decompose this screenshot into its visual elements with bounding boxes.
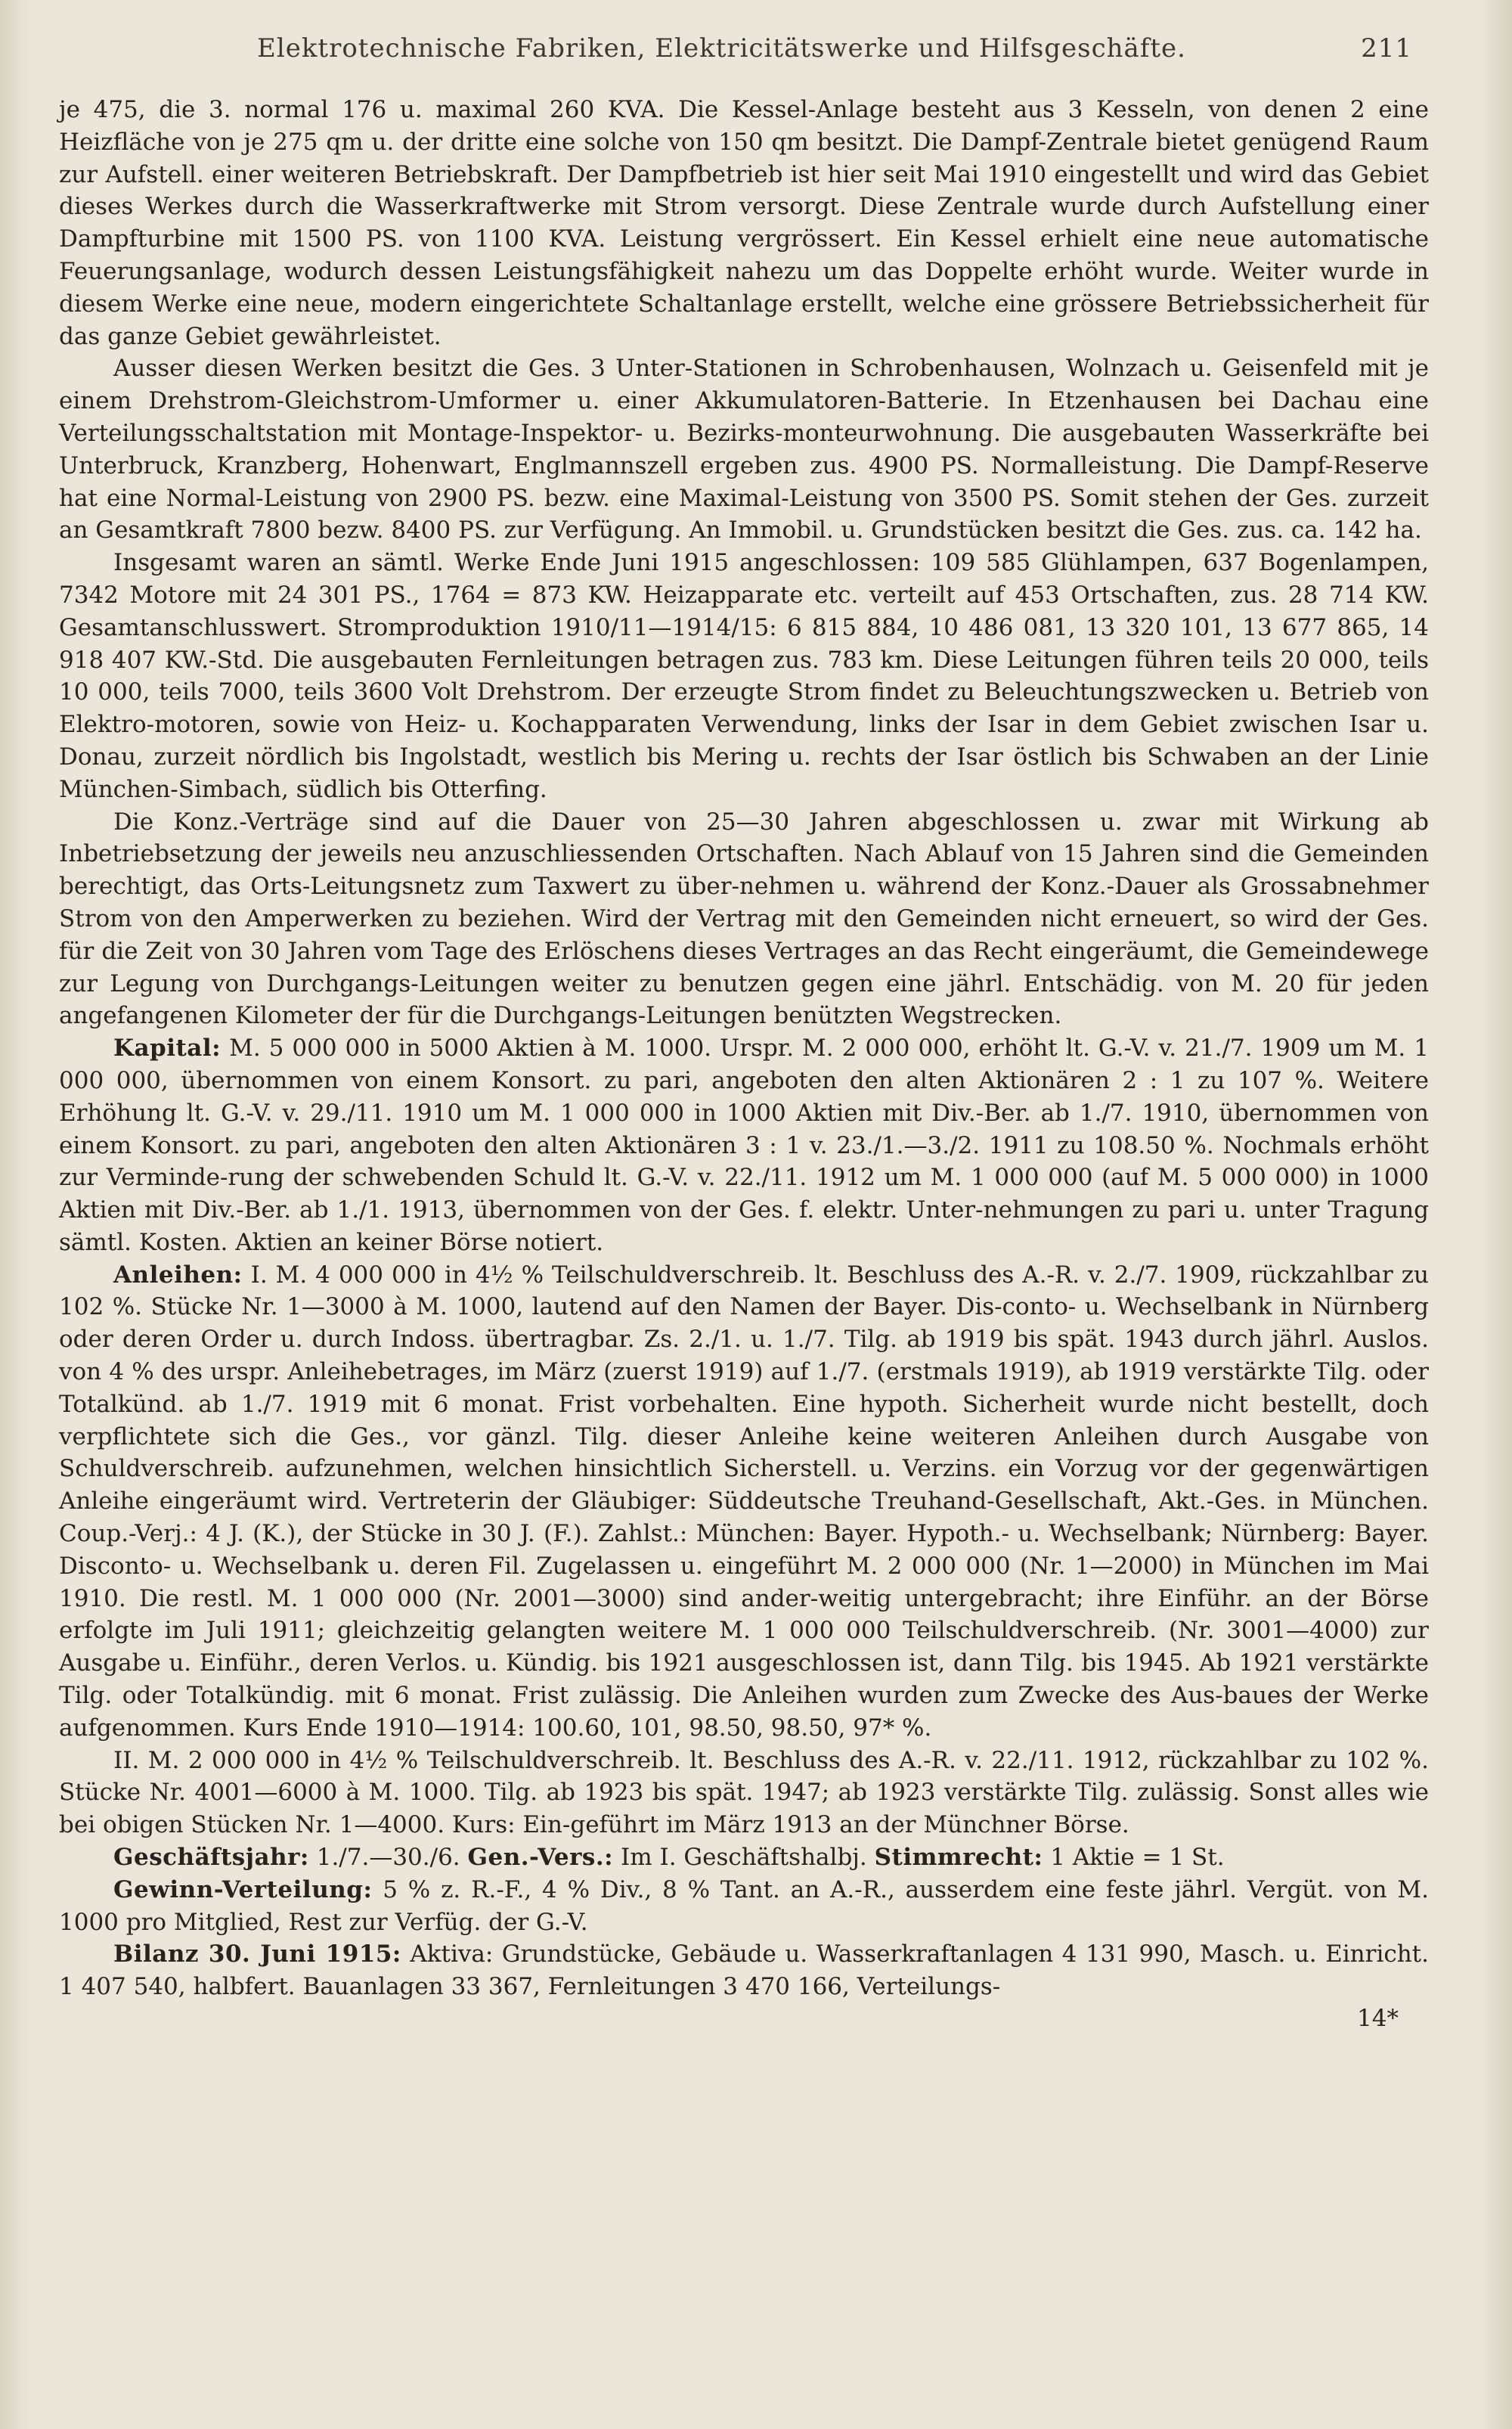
paragraph-geschaeftsjahr [59, 1841, 1429, 1874]
body-text [59, 94, 1429, 2003]
gen-vers-label: Gen.-Vers.: [467, 1844, 614, 1872]
running-head [59, 33, 1429, 94]
kapital-text: M. 5 000 000 in 5000 Aktien à M. 1000. Urspr. M. 2 000 000, erhöht lt. G.-V. v. 21./7. 1909 um M. 1 000 000, übernommen von einem Konsort. zu pari, angeboten den alten Aktionären 2 : 1 zu 107 %. Weitere Erhöhung lt. G.-V. v. 29./11. 1910 um M. 1 000 000 in 1000 Aktien mit Div.-Ber. ab 1./7. 1910, übernommen von einem Konsort. zu pari, angeboten den alten Aktionären 3 : 1 v. 23./1.—3./2. 1911 zu 108.50 %. Nochmals erhöht zur Verminde-rung der schwebenden Schuld lt. G.-V. v. 22./11. 1912 um M. 1 000 000 (auf M. 5 000 000) in 1000 Aktien mit Div.-Ber. ab 1./1. 1913, übernommen von der Ges. f. elektr. Unter-nehmungen zu pari u. unter Tragung sämtl. Kosten. Aktien an keiner Börse notiert. [59, 1035, 1429, 1256]
anleihen-text: I. M. 4 000 000 in 4½ % Teilschuldverschreib. lt. Beschluss des A.-R. v. 2./7. 1909, rückzahlbar zu 102 %. Stücke Nr. 1—3000 à M. 1000, lautend auf den Namen der Bayer. Dis-conto- u. Wechselbank in Nürnberg oder deren Order u. durch Indoss. übertragbar. Zs. 2./1. u. 1./7. Tilg. ab 1919 bis spät. 1943 durch jährl. Auslos. von 4 % des urspr. Anleihebetrages, im März (zuerst 1919) auf 1./7. (erstmals 1919), ab 1919 verstärkte Tilg. oder Totalkünd. ab 1./7. 1919 mit 6 monat. Frist vorbehalten. Eine hypoth. Sicherheit wurde nicht bestellt, doch verpflichtete sich die Ges., vor gänzl. Tilg. dieser Anleihe keine weiteren Anleihen durch Ausgabe von Schuldverschreib. aufzunehmen, welchen hinsichtlich Sicherstell. u. Verzins. ein Vorzug vor der gegenwärtigen Anleihe eingeräumt wird. Vertreterin der Gläubiger: Süddeutsche Treuhand-Gesellschaft, Akt.-Ges. in München. Coup.-Verj.: 4 J. (K.), der Stücke in 30 J. (F.). Zahlst.: München: Bayer. Hypoth.- u. Wechselbank; Nürnberg: Bayer. Disconto- u. Wechselbank u. deren Fil. Zugelassen u. eingeführt M. 2 000 000 (Nr. 1—2000) in München im Mai 1910. Die restl. M. 1 000 000 (Nr. 2001—3000) sind ander-weitig untergebracht; ihre Einführ. an der Börse erfolgte im Juli 1911; gleichzeitig gelangten weitere M. 1 000 000 Teilschuldverschreib. (Nr. 3001—4000) zur Ausgabe u. Einführ., deren Verlos. u. Kündig. bis 1921 ausgeschlossen ist, dann Tilg. bis 1945. Ab 1921 verstärkte Tilg. oder Totalkündig. mit 6 monat. Frist zulässig. Die Anleihen wurden zum Zwecke des Aus-baues der Werke aufgenommen. Kurs Ende 1910—1914: 100.60, 101, 98.50, 98.50, 97* %. [59, 1261, 1429, 1742]
gewinn-verteilung-text: 5 % z. R.-F., 4 % Div., 8 % Tant. an A.-R., ausserdem eine feste jährl. Vergüt. von M. 1000 pro Mitglied, Rest zur Verfüg. der G.-V. [59, 1875, 1429, 1936]
anleihen-label: Anleihen: [113, 1261, 243, 1289]
paragraph-power-plant: je 475, die 3. normal 176 u. maximal 260 KVA. Die Kessel-Anlage besteht aus 3 Kesseln, von denen 2 eine Heizfläche von je 275 qm u. der dritte eine solche von 150 qm besitzt. Die Dampf-Zentrale bietet genügend Raum zur Aufstell. einer weiteren Betriebskraft. Der Dampfbetrieb ist hier seit Mai 1910 eingestellt und wird das Gebiet dieses Werkes durch die Wasserkraftwerke mit Strom versorgt. Diese Zentrale wurde durch Aufstellung einer Dampfturbine mit 1500 PS. von 1100 KVA. Leistung vergrössert. Ein Kessel erhielt eine neue automatische Feuerungsanlage, wodurch dessen Leistungsfähigkeit nahezu um das Doppelte erhöht wurde. Weiter wurde in diesem Werke eine neue, modern eingerichtete Schaltanlage erstellt, welche eine grössere Betriebssicherheit für das ganze Gebiet gewährleistet. [59, 96, 1429, 350]
bilanz-label: Bilanz 30. Juni 1915: [113, 1940, 401, 1968]
paragraph-gewinn-verteilung [59, 1874, 1429, 1939]
paragraph-anleihen [59, 1259, 1429, 1745]
bilanz-text: Aktiva: Grundstücke, Gebäude u. Wasserkraftanlagen 4 131 990, Masch. u. Einricht. 1 407 540, halbfert. Bauanlagen 33 367, Fernleitungen 3 470 166, Verteilungs- [59, 1940, 1429, 2001]
page-number: 211 [1361, 33, 1412, 64]
gewinn-verteilung-label: Gewinn-Verteilung: [113, 1875, 373, 1903]
kapital-label: Kapital: [113, 1035, 222, 1062]
paragraph-anleihen-ii: II. M. 2 000 000 in 4½ % Teilschuldverschreib. lt. Beschluss des A.-R. v. 22./11. 1912, rückzahlbar zu 102 %. Stücke Nr. 4001—6000 à M. 1000. Tilg. ab 1923 bis spät. 1947; ab 1923 verstärkte Tilg. zulässig. Sonst alles wie bei obigen Stücken Nr. 1—4000. Kurs: Ein-geführt im März 1913 an der Münchner Börse. [59, 1746, 1429, 1839]
stimmrecht-label: Stimmrecht: [874, 1844, 1043, 1872]
geschaeftsjahr-label: Geschäftsjahr: [113, 1844, 309, 1872]
paragraph-connections: Insgesamt waren an sämtl. Werke Ende Juni 1915 angeschlossen: 109 585 Glühlampen, 637 Bogenlampen, 7342 Motore mit 24 301 PS., 1764 = 873 KW. Heizapparate etc. verteilt auf 453 Ortschaften, zus. 28 714 KW. Gesamtanschlusswert. Stromproduktion 1910/11—1914/15: 6 815 884, 10 486 081, 13 320 101, 13 677 865, 14 918 407 KW.-Std. Die ausgebauten Fernleitungen betragen zus. 783 km. Diese Leitungen führen teils 20 000, teils 10 000, teils 7000, teils 3600 Volt Drehstrom. Der erzeugte Strom findet zu Beleuchtungszwecken u. Betrieb von Elektro-motoren, sowie von Heiz- u. Kochapparaten Verwendung, links der Isar in dem Gebiet zwischen Isar u. Donau, zurzeit nördlich bis Ingolstadt, westlich bis Mering u. rechts der Isar östlich bis Schwaben an der Linie München-Simbach, südlich bis Otterfing. [59, 549, 1429, 803]
paragraph-substations: Ausser diesen Werken besitzt die Ges. 3 Unter-Stationen in Schrobenhausen, Wolnzach u. Geisenfeld mit je einem Drehstrom-Gleichstrom-Umformer u. einer Akkumulatoren-Batterie. In Etzenhausen bei Dachau eine Verteilungsschaltstation mit Montage-Inspektor- u. Bezirks-monteurwohnung. Die ausgebauten Wasserkräfte bei Unterbruck, Kranzberg, Hohenwart, Englmannszell ergeben zus. 4900 PS. Normalleistung. Die Dampf-Reserve hat eine Normal-Leistung von 2900 PS. bezw. eine Maximal-Leistung von 3500 PS. Somit stehen der Ges. zurzeit an Gesamtkraft 7800 bezw. 8400 PS. zur Verfügung. An Immobil. u. Grundstücken besitzt die Ges. zus. ca. 142 ha. [59, 355, 1429, 544]
paragraph-bilanz [59, 1938, 1429, 2003]
running-head-title: Elektrotechnische Fabriken, Elektricitätswerke und Hilfsgeschäfte. [257, 33, 1186, 64]
paragraph-concession-contracts: Die Konz.-Verträge sind auf die Dauer von 25—30 Jahren abgeschlossen u. zwar mit Wirkung ab Inbetriebsetzung der jeweils neu anzuschliessenden Ortschaften. Nach Ablauf von 15 Jahren sind die Gemeinden berechtigt, das Orts-Leitungsnetz zum Taxwert zu über-nehmen u. während der Konz.-Dauer als Grossabnehmer Strom von den Amperwerken zu beziehen. Wird der Vertrag mit den Gemeinden nicht erneuert, so wird der Ges. für die Zeit von 30 Jahren vom Tage des Erlöschens dieses Vertrages an das Recht eingeräumt, die Gemeindewege zur Legung von Durchgangs-Leitungen weiter zu benutzen gegen eine jährl. Entschädig. von M. 20 für jeden angefangenen Kilometer der für die Durchgangs-Leitungen benützten Wegstrecken. [59, 808, 1429, 1030]
stimmrecht-text: 1 Aktie = 1 St. [1043, 1844, 1225, 1872]
gen-vers-text: Im I. Geschäftshalbj. [613, 1844, 875, 1872]
geschaeftsjahr-text: 1./7.—30./6. [308, 1844, 468, 1872]
sheet-signature: 14* [1357, 2005, 1399, 2033]
paragraph-kapital [59, 1032, 1429, 1259]
